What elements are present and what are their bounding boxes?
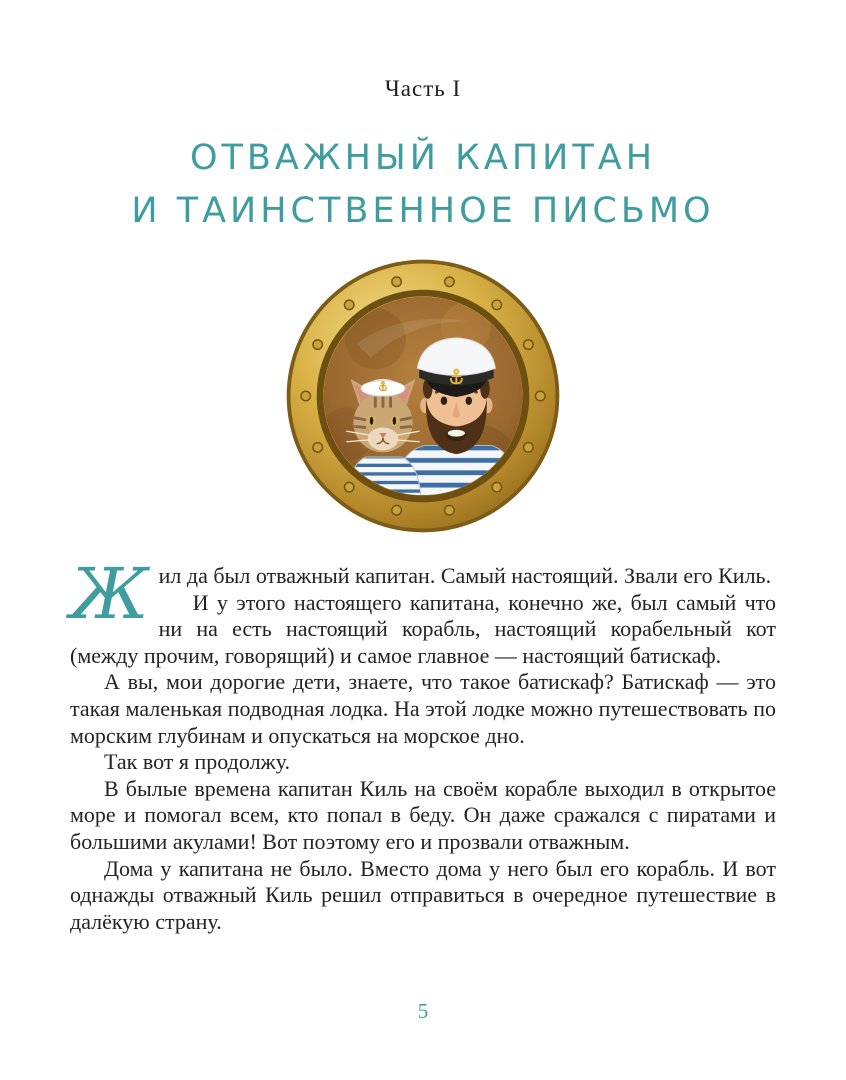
paragraph: В былые времена капитан Киль на своём корабле выходил в открытое море и помогал всем, кто попал в беду. Он даже сражался с пиратами и большими акулами! Вот поэтому его и прозвали отважным. <box>70 775 776 855</box>
part-label: Часть I <box>384 76 462 101</box>
paragraph: Дома у капитана не было. Вместо дома у него был его корабль. И вот однажды отважный Киль решил отправиться в очередное путешествие в далёкую страну. <box>70 855 776 934</box>
paragraph: Так вот я продолжу. <box>104 749 291 775</box>
chapter-title <box>0 132 846 237</box>
page-number: 5 <box>417 999 429 1023</box>
porthole-illustration-svg <box>280 253 566 539</box>
paragraph-text: ил да был отважный капитан. Самый настоящий. Звали его Киль. <box>158 563 772 588</box>
chapter-title-line2: И ТАИНСТВЕННОЕ ПИСЬМО <box>131 190 715 231</box>
paragraph: И у этого настоящего капитана, конечно же, был самый что ни на есть настоящий корабль, настоящий корабельный кот (между прочим, говорящий) и самое главное — настоящий батискаф. <box>70 589 776 668</box>
dropcap-letter: Ж <box>70 553 149 635</box>
paragraph: А вы, мои дорогие дети, знаете, что такое батискаф? Батискаф — это такая маленькая подводная лодка. На этой лодке можно путешествовать по морским глубинам и опускаться на морское дно. <box>70 669 776 748</box>
chapter-title-line1: ОТВАЖНЫЙ КАПИТАН <box>189 138 657 178</box>
story-text <box>70 553 776 936</box>
porthole-illustration <box>280 253 566 539</box>
